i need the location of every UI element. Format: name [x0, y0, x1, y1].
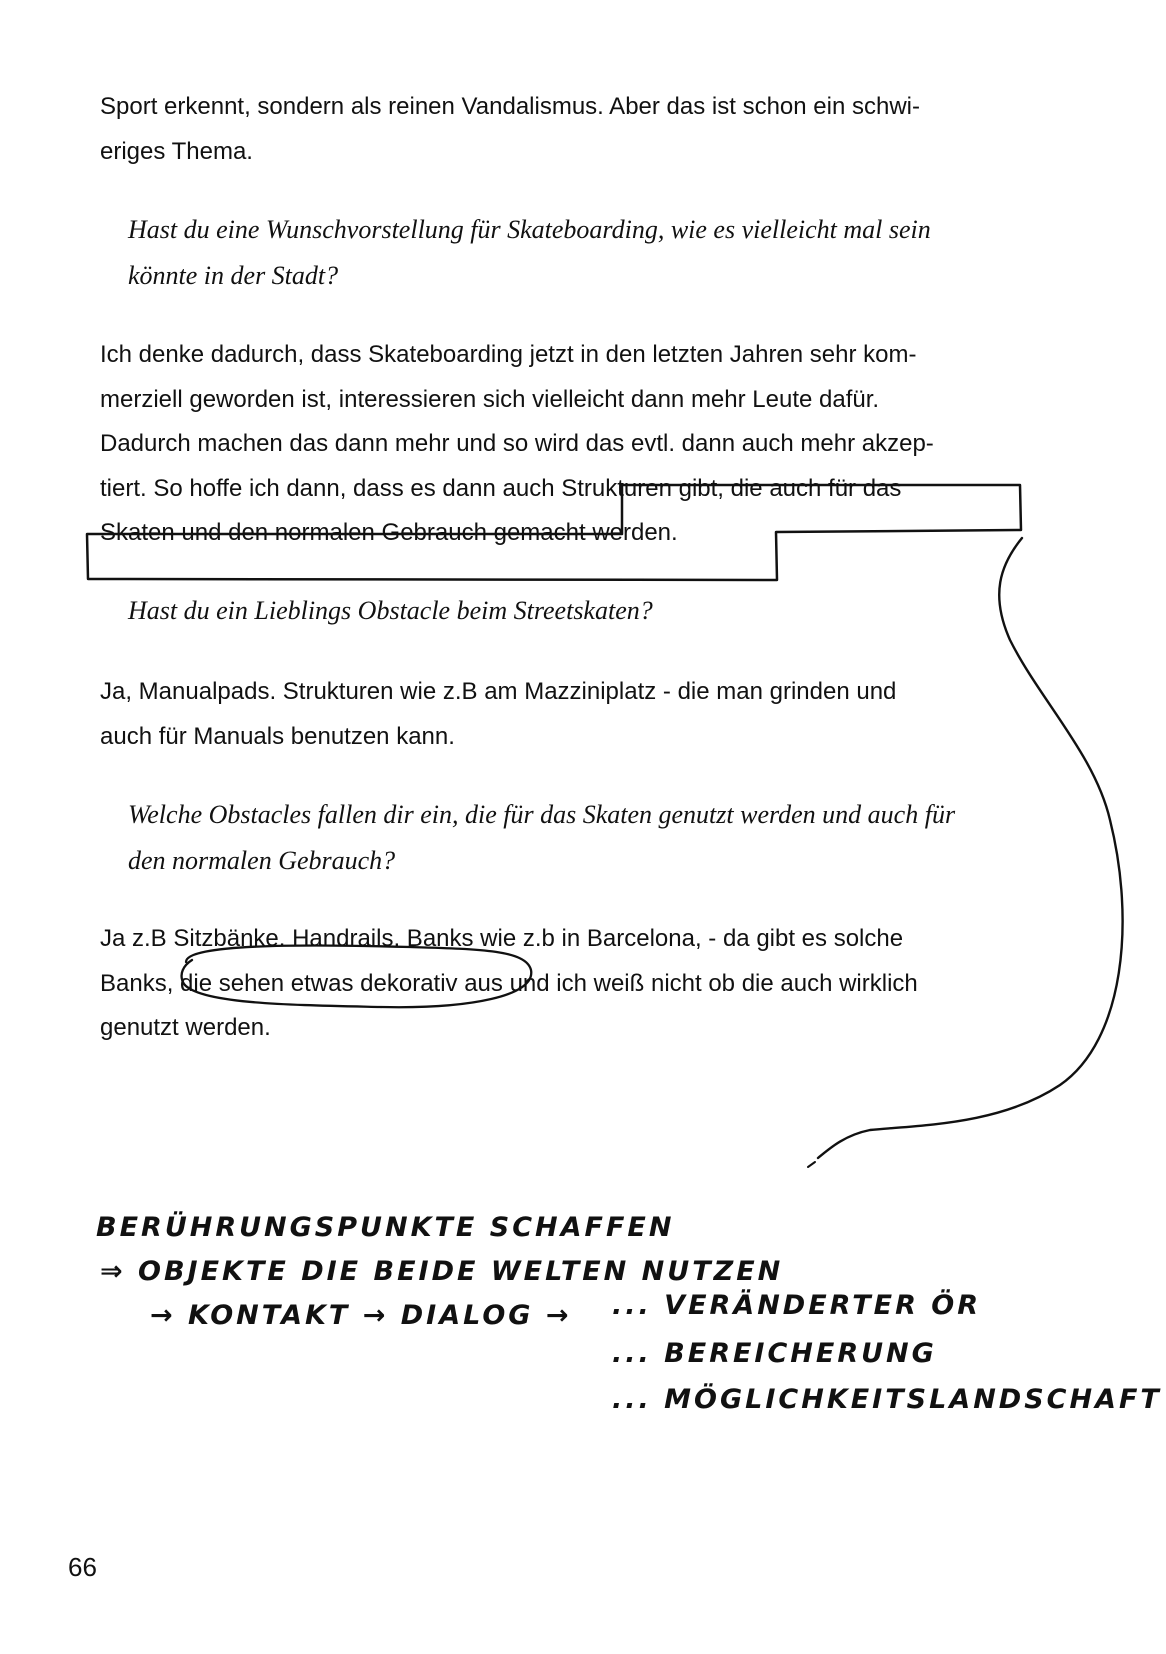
handwritten-note-line: ⇒ OBJEKTE DIE BEIDE WELTEN NUTZEN [100, 1256, 784, 1287]
highlight-box [87, 485, 1021, 580]
text-line: eriges Thema. [100, 137, 253, 165]
text-line: tiert. So hoffe ich dann, dass es dann auch Strukturen gibt, die auch für das [100, 474, 902, 502]
text-line: den normalen Gebrauch? [128, 846, 396, 875]
text-line: genutzt werden. [100, 1014, 271, 1041]
handwritten-note-item: ... MÖGLICHKEITSLANDSCHAFT [612, 1384, 1162, 1415]
connector-dash [808, 1162, 815, 1167]
handwritten-note-item: ... BEREICHERUNG [612, 1338, 937, 1369]
text-line: Skaten und den normalen Gebrauch gemacht werden. [100, 519, 678, 546]
text-line: Dadurch machen das dann mehr und so wird das evtl. dann auch mehr akzep- [100, 430, 934, 457]
text-line: Ich denke dadurch, dass Skateboarding jetzt in den letzten Jahren sehr kom- [100, 341, 917, 368]
text-line: Hast du ein Lieblings Obstacle beim Streetskaten? [128, 596, 653, 625]
page-number: 66 [68, 1552, 97, 1582]
text-line: Welche Obstacles fallen dir ein, die für das Skaten genutzt werden und auch für [128, 800, 956, 829]
handwritten-note-line: → KONTAKT → DIALOG → [150, 1300, 572, 1331]
handwritten-note-item: ... VERÄNDERTER ÖR [612, 1290, 982, 1321]
highlight-ellipse [182, 946, 532, 1008]
text-line: merziell geworden ist, interessieren sich vielleicht dann mehr Leute dafür. [100, 385, 880, 413]
text-line: Banks, die sehen etwas dekorativ aus und ich weiß nicht ob die auch wirklich [100, 969, 918, 997]
handwritten-note-heading: BERÜHRUNGSPUNKTE SCHAFFEN [96, 1212, 675, 1243]
connector-curve [818, 538, 1123, 1158]
text-line: Ja, Manualpads. Strukturen wie z.B am Mazziniplatz - die man grinden und [100, 678, 897, 705]
text-line: Ja z.B Sitzbänke. Handrails. Banks wie z.b in Barcelona, - da gibt es solche [100, 925, 904, 952]
text-line: Hast du eine Wunschvorstellung für Skateboarding, wie es vielleicht mal sein [128, 215, 931, 244]
text-line: auch für Manuals benutzen kann. [100, 722, 455, 750]
text-line: könnte in der Stadt? [128, 261, 339, 290]
text-line: Sport erkennt, sondern als reinen Vandalismus. Aber das ist schon ein schwi- [100, 93, 920, 120]
